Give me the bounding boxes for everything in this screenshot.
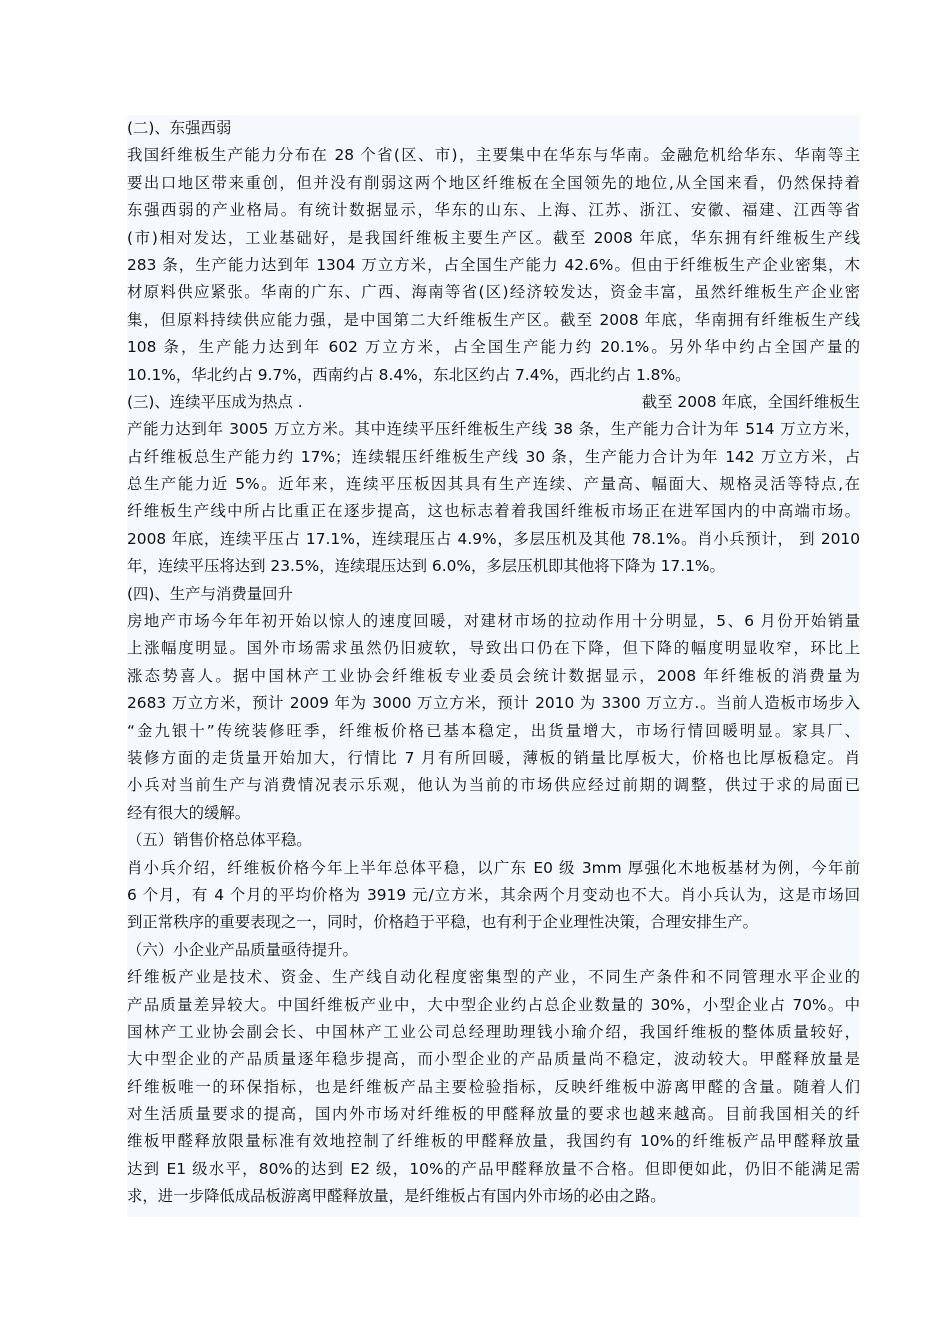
paragraph-line: 纤维板唯一的环保指标，也是纤维板产品主要检验指标，反映纤维板中游离甲醛的含量。随着人们 xyxy=(127,1077,860,1096)
paragraph-line: 上涨幅度明显。国外市场需求虽然仍旧疲软，导致出口仍在下降，但下降的幅度明显收窄，环比上 xyxy=(127,639,860,658)
paragraph-line: 6 个月，有 4 个月的平均价格为 3919 元/立方米，其余两个月变动也不大。肖小兵认为，这是市场回 xyxy=(127,885,860,904)
paragraph-line: 2683 万立方米，预计 2009 年为 3000 万立方米，预计 2010 为 3300 万立方.。当前人造板市场步入 xyxy=(127,694,860,713)
paragraph-line: 产能力达到年 3005 万立方米。其中连续平压纤维板生产线 38 条，生产能力合计为年 514 万立方米， xyxy=(127,420,860,439)
paragraph-line: 总生产能力近 5%。近年来，连续平压板因其具有生产连续、产量高、幅面大、规格灵活等特点,在 xyxy=(127,475,860,494)
paragraph-line: “金九银十”传统装修旺季，纤维板价格已基本稳定，出货量增大，市场行情回暖明显。家具厂、 xyxy=(127,721,860,740)
paragraph-line: 集，但原料持续供应能力强，是中国第二大纤维板生产区。截至 2008 年底，华南拥有纤维板生产线 xyxy=(127,310,860,329)
document-body xyxy=(127,115,860,1217)
paragraph-line: 对生活质量要求的提高，国内外市场对纤维板的甲醛释放量的要求也越来越高。目前我国相关的纤 xyxy=(127,1105,860,1124)
paragraph-line: 283 条，生产能力达到年 1304 万立方米，占全国生产能力 42.6%。但由于纤维板生产企业密集，木 xyxy=(127,255,860,274)
section-heading-quality: （六）小企业产品质量亟待提升。 xyxy=(127,940,358,959)
paragraph-line: 2008 年底，连续平压占 17.1%，连续琨压占 4.9%，多层压机及其他 78.1%。肖小兵预计， 到 2010 xyxy=(127,529,860,548)
section-heading-continuous-press: (三)、连续平压成为热点 . xyxy=(127,392,303,411)
paragraph-line: 产品质量差异较大。中国纤维板产业中，大中型企业约占总企业数量的 30%，小型企业占 70%。中 xyxy=(127,995,860,1014)
section-heading-price: （五）销售价格总体平稳。 xyxy=(127,831,312,850)
section-heading-row-continuous-press xyxy=(127,389,860,416)
paragraph-line: 国林产工业协会副会长、中国林产工业公司总经理助理钱小瑜介绍，我国纤维板的整体质量较好， xyxy=(127,1022,860,1041)
paragraph-line: 要出口地区带来重创，但并没有削弱这两个地区纤维板在全国领先的地位,从全国来看，仍然保持着 xyxy=(127,173,860,192)
section-heading-production-consumption: (四)、生产与消费量回升 xyxy=(127,584,293,603)
paragraph-line: 房地产市场今年年初开始以惊人的速度回暖，对建材市场的拉动作用十分明显，5、6 月份开始销量 xyxy=(127,612,860,631)
paragraph-line: 经有很大的缓解。 xyxy=(127,803,251,822)
paragraph-line: 大中型企业的产品质量逐年稳步提高，而小型企业的产品质量尚不稳定，波动较大。甲醛释放量是 xyxy=(127,1050,860,1069)
section-heading-east-west: (二)、东强西弱 xyxy=(127,119,232,137)
paragraph-line: 求，进一步降低成品板游离甲醛释放量，是纤维板占有国内外市场的必由之路。 xyxy=(127,1187,666,1206)
paragraph-line: 肖小兵介绍，纤维板价格今年上半年总体平稳，以广东 E0 级 3mm 厚强化木地板基材为例，今年前 xyxy=(127,858,860,877)
paragraph-line: 材原料供应紧张。华南的广东、广西、海南等省(区)经济较发达，资金丰富，虽然纤维板生产企业密 xyxy=(127,283,860,302)
paragraph-line: 我国纤维板生产能力分布在 28 个省(区、市)，主要集中在华东与华南。金融危机给华东、华南等主 xyxy=(127,146,860,165)
paragraph-line: 到正常秩序的重要表现之一，同时，价格趋于平稳，也有利于企业理性决策，合理安排生产。 xyxy=(127,913,759,932)
paragraph-line: 10.1%，华北约占 9.7%，西南约占 8.4%，东北区约占 7.4%，西北约占 1.8%。 xyxy=(127,365,691,384)
paragraph-line: 维板甲醛释放限量标准有效地控制了纤维板的甲醛释放量，我国约有 10%的纤维板产品甲醛释放量 xyxy=(127,1132,860,1151)
paragraph-line: 小兵对当前生产与消费情况表示乐观，他认为当前的市场供应经过前期的调整，供过于求的局面已 xyxy=(127,776,860,795)
paragraph-line: 纤维板产业是技术、资金、生产线自动化程度密集型的产业，不同生产条件和不同管理水平企业的 xyxy=(127,968,860,987)
paragraph-line: 达到 E1 级水平，80%的达到 E2 级，10%的产品甲醛释放量不合格。但即便如此，仍旧不能满足需 xyxy=(127,1159,860,1178)
paragraph-line-start: 截至 2008 年底，全国纤维板生 xyxy=(641,392,860,411)
paragraph-line: 装修方面的走货量开始加大，行情比 7 月有所回暖，薄板的销量比厚板大，价格也比厚板稳定。肖 xyxy=(127,748,860,767)
paragraph-line: 纤维板生产线中所占比重正在逐步提高，这也标志着着我国纤维板市场正在进军国内的中高端市场。 xyxy=(127,502,860,521)
paragraph-line: 东强西弱的产业格局。有统计数据显示，华东的山东、上海、江苏、浙江、安徽、福建、江西等省 xyxy=(127,201,860,220)
paragraph-line: (市)相对发达，工业基础好，是我国纤维板主要生产区。截至 2008 年底，华东拥有纤维板生产线 xyxy=(127,228,860,247)
paragraph-line: 涨态势喜人。据中国林产工业协会纤维板专业委员会统计数据显示，2008 年纤维板的消费量为 xyxy=(127,666,860,685)
paragraph-line: 占纤维板总生产能力约 17%；连续辊压纤维板生产线 30 条，生产能力合计为年 142 万立方米，占 xyxy=(127,447,860,466)
paragraph-line: 年，连续平压将达到 23.5%，连续琨压达到 6.0%，多层压机即其他将下降为 17.1%。 xyxy=(127,557,725,576)
paragraph-line: 108 条，生产能力达到年 602 万立方米，占全国生产能力约 20.1%。另外华中约占全国产量的 xyxy=(127,338,860,357)
